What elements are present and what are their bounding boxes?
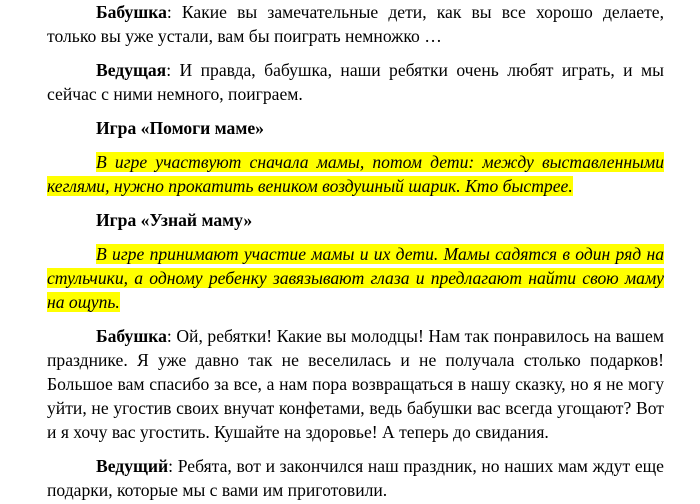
dialogue-paragraph-grandmother-1	[47, 0, 664, 48]
dialogue-paragraph-host-2	[47, 454, 664, 502]
speech-text: : Какие вы замечательные дети, как вы все хорошо делаете, только вы уже устали, вам бы поиграть немножко …	[47, 2, 664, 46]
speaker-name: Ведущая	[96, 60, 167, 80]
game-description-help-mom	[47, 150, 664, 198]
speech-text: : И правда, бабушка, наши ребятки очень любят играть, и мы сейчас с ними немного, поиграем.	[47, 60, 664, 104]
dialogue-paragraph-grandmother-2	[47, 324, 664, 444]
speaker-name: Бабушка	[96, 2, 167, 22]
game-title-guess-mom: Игра «Узнай маму»	[96, 210, 253, 230]
speech-text: : Ой, ребятки! Какие вы молодцы! Нам так понравилось на вашем празднике. Я уже давно так не веселилась и не получала столько подарков! Большое вам спасибо за все, а нам пора возвращаться в нашу сказку, но я не могу уйти, не угостив своих внучат конфетами, ведь бабушки вас всегда угощают? Вот и я хочу вас угостить. Кушайте на здоровье! А теперь до свидания.	[47, 326, 664, 442]
speaker-name: Ведущий	[96, 456, 169, 476]
speaker-name: Бабушка	[96, 326, 167, 346]
speech-text: : Ребята, вот и закончился наш праздник, но наших мам ждут еще подарки, которые мы с вами им приготовили.	[47, 456, 664, 500]
game-title-help-mom: Игра «Помоги маме»	[96, 118, 264, 138]
highlighted-instruction: В игре принимают участие мамы и их дети. Мамы садятся в один ряд на стульчики, а одному ребенку завязывают глаза и предлагают найти свою маму на ощупь.	[47, 244, 664, 312]
dialogue-paragraph-host-1	[47, 58, 664, 106]
game-description-guess-mom	[47, 242, 664, 314]
highlighted-instruction: В игре участвуют сначала мамы, потом дети: между выставленными кеглями, нужно прокатить веником воздушный шарик. Кто быстрее.	[47, 152, 664, 196]
